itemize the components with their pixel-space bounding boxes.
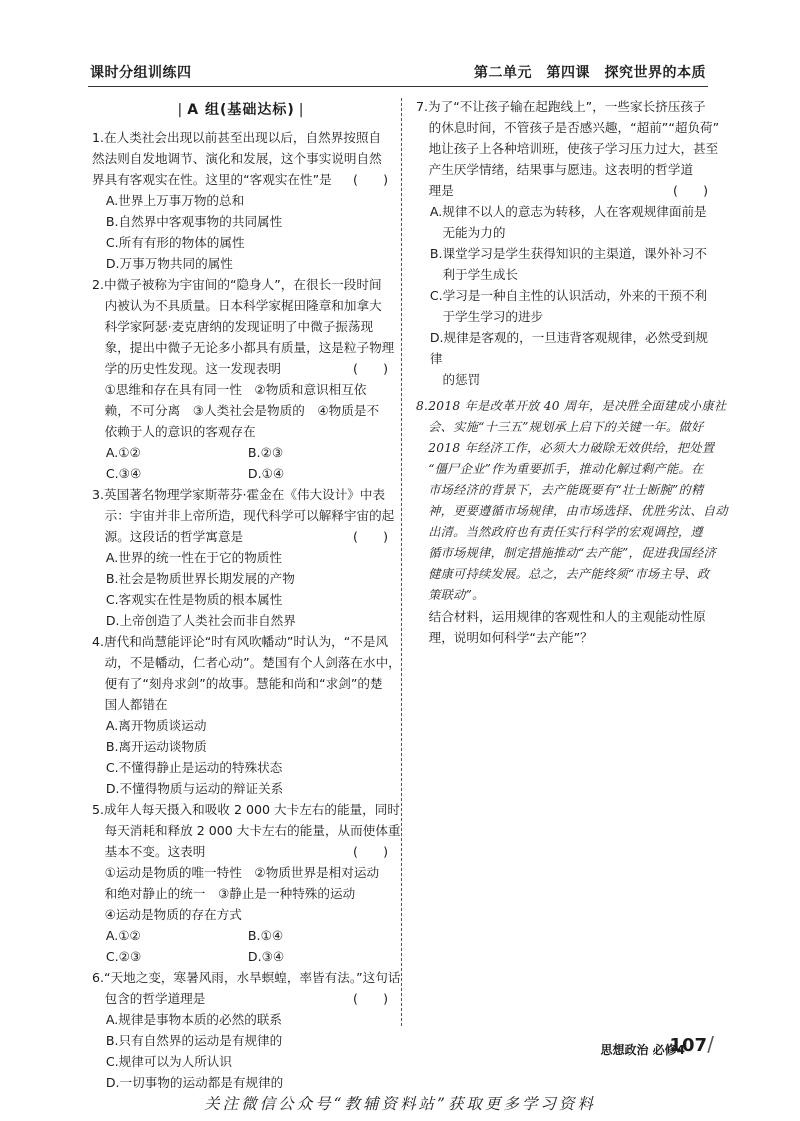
option-d: D.①④ [247,466,285,481]
option-b: B.只有自然界的运动是有规律的 [105,1033,283,1048]
q4-line: 动，不是幡动，仁者心动”。楚国有个人剑落在水中， [104,655,401,670]
left-column [92,96,401,1093]
q8-material [416,396,728,606]
option-row [92,946,390,967]
q2-stem-end: 学的历史性发现。这一发现表明 ( ) [92,358,390,379]
option-d: D.万事万物共同的属性 [105,256,233,271]
option-a-cont: 无能为力的 [442,225,506,240]
answer-blank: ( ) [352,529,388,544]
group-title: | A 组(基础达标) | [177,102,305,118]
q3-line: 3.英国著名物理学家斯蒂芬·霍金在《伟大设计》中表 [92,487,386,502]
footer-slash-mark: / [707,1032,714,1056]
material-line: “僵尸企业”作为重要抓手，推动化解过剩产能。在 [428,462,704,476]
option-row [92,442,390,463]
q3-stem-end: 源。这段话的哲学寓意是 ( ) [92,526,390,547]
q8-question: 理，说明如何科学“去产能”？ [428,630,593,645]
material-line: 循市场规律，制定措施推动“去产能”，促进我国经济 [428,546,716,560]
option-b: B.课堂学习是学生获得知识的主渠道，课外补习不 [429,246,707,261]
option-a: A.①② [105,928,141,943]
material-line: 策联动”。 [428,588,485,602]
option-d: D.不懂得物质与运动的辩证关系 [105,781,284,796]
option-a: A.世界上万事万物的总和 [105,193,245,208]
option-c: C.规律可以为人所认识 [105,1054,232,1069]
option-a: A.规律是事物本质的必然的联系 [105,1012,282,1027]
header-section-title: 课时分组训练四 [90,65,192,81]
material-line: 会、实施“十三五”规划承上启下的关键一年。做好 [428,420,704,434]
answer-blank: ( ) [352,991,388,1006]
q4-line: 4.唐代和尚慧能评论“时有风吹幡动”时认为，“不是风 [92,634,389,649]
option-a: A.①② [105,445,141,460]
material-line: 神，更要遵循市场规律，由市场选择、优胜劣汰、自动 [428,504,728,518]
column-divider [401,98,402,1026]
q7-line: 的休息时间，不管孩子是否感兴趣，“超前”“超负荷” [428,120,720,135]
material-line: 健康可持续发展。总之，去产能终须“市场主导、政 [428,567,710,581]
question-7 [416,96,720,390]
option-d: D.上帝创造了人类社会而非自然界 [105,613,296,628]
option-b: B.①④ [247,928,284,943]
header-chapter-title: 第二单元 第四课 探究世界的本质 [474,65,706,81]
option-b: B.社会是物质世界长期发展的产物 [105,571,295,586]
q2-line: 2.中微子被称为宇宙间的“隐身人”，在很长一段时间 [92,277,382,292]
q2-line: 内被认为不具质量。日本科学家梶田隆章和加拿大 [104,298,382,313]
q4-line: 国人都错在 [104,697,168,712]
q7-line: 产生厌学情绪，结果事与愿违。这表明的哲学道 [428,162,694,177]
option-c: C.学习是一种自主性的认识活动，外来的干预不利 [429,288,708,303]
q8-question: 结合材料，运用规律的客观性和人的主观能动性原 [428,609,706,624]
question-5 [92,799,401,967]
question-2 [92,274,395,484]
promo-note: 关注微信公众号“教辅资料站”获取更多学习资料 [204,1095,596,1113]
option-d: D.规律是客观的，一旦违背客观规律，必然受到规律 [429,330,709,366]
question-6 [92,967,401,1093]
option-c: C.所有有形的物体的属性 [105,235,245,250]
answer-blank: ( ) [352,172,388,187]
q1-line: 然法则自发地调节、演化和发展，这个事实说明自然 [92,151,382,166]
question-8 [416,396,728,648]
q2-line: 科学家阿瑟·麦克唐纳的发现证明了中微子振荡现 [104,319,374,334]
q2-line: 象，提出中微子无论多小都具有质量，这是粒子物理 [104,340,395,355]
option-c: C.客观实在性是物质的根本属性 [105,592,283,607]
answer-blank: ( ) [352,361,388,376]
footer-book-title: 思想政治 必修4 [600,1043,685,1057]
option-c: C.②③ [105,949,142,964]
q7-stem-end: 理是 ( ) [416,180,710,201]
q7-line: 地让孩子上各种培训班，使孩子学习压力过大，甚至 [428,141,719,156]
answer-blank: ( ) [672,183,708,198]
option-row [92,463,390,484]
q5-statement: ①运动是物质的唯一特性 ②物质世界是相对运动 [104,865,380,880]
option-c: C.③④ [105,466,142,481]
q2-statement: 依赖于人的意识的客观存在 [104,424,256,439]
material-line: 8.2018 年是改革开放 40 周年，是决胜全面建成小康社 [416,399,727,413]
option-b: B.离开运动谈物质 [105,739,207,754]
material-line: 2018 年经济工作，必须大力破除无效供给，把处置 [428,441,715,455]
option-c: C.不懂得静止是运动的特殊状态 [105,760,283,775]
option-a: A.世界的统一性在于它的物质性 [105,550,282,565]
option-b: B.自然界中客观事物的共同属性 [105,214,283,229]
material-line: 市场经济的背景下，去产能既要有“壮士断腕”的精 [428,483,704,497]
question-4 [92,631,401,799]
q1-line: 1.在人类社会出现以前甚至出现以后，自然界按照自 [92,130,382,145]
option-b: B.②③ [247,445,284,460]
option-d: D.一切事物的运动都是有规律的 [105,1075,284,1090]
q5-line: 5.成年人每天摄入和吸收 2 000 大卡左右的能量，同时 [92,802,400,817]
question-3 [92,484,395,631]
q5-statement: 和绝对静止的统一 ③静止是一种特殊的运动 [104,886,356,901]
question-1 [92,127,390,274]
option-b-cont: 利于学生成长 [442,267,519,282]
q5-statement: ④运动是物质的存在方式 [104,907,242,922]
q6-line: 6.“天地之变，寒暑风雨，水旱螟蝗，率皆有法。”这句话 [92,970,401,985]
q1-stem-end: 界具有客观实在性。这里的“客观实在性”是 ( ) [92,169,390,190]
q5-line: 每天消耗和释放 2 000 大卡左右的能量，从而使体重 [104,823,401,838]
option-d: D.③④ [247,949,285,964]
option-c-cont: 于学生学习的进步 [442,309,544,324]
q2-statement: ①思维和存在具有同一性 ②物质和意识相互依 [104,382,367,397]
q3-line: 示：宇宙并非上帝所造，现代科学可以解释宇宙的起 [104,508,395,523]
option-d-cont: 的惩罚 [442,372,481,387]
q4-line: 便有了“刻舟求剑”的故事。慧能和尚和“求剑”的楚 [104,676,383,691]
option-a: A.规律不以人的意志为转移，人在客观规律面前是 [429,204,707,219]
right-column [416,96,728,648]
option-a: A.离开物质谈运动 [105,718,207,733]
q5-stem-end: 基本不变。这表明 ( ) [92,841,390,862]
answer-blank: ( ) [352,844,388,859]
option-row [92,925,390,946]
header-rule [88,86,708,87]
q2-statement: 赖，不可分离 ③人类社会是物质的 ④物质是不 [104,403,380,418]
q6-stem-end: 包含的哲学道理是 ( ) [92,988,390,1009]
material-line: 出清。当然政府也有责任实行科学的宏观调控，遵 [428,525,703,539]
q7-line: 7.为了“不让孩子输在起跑线上”，一些家长挤压孩子 [416,99,706,114]
page-number: 107 [669,1035,707,1056]
